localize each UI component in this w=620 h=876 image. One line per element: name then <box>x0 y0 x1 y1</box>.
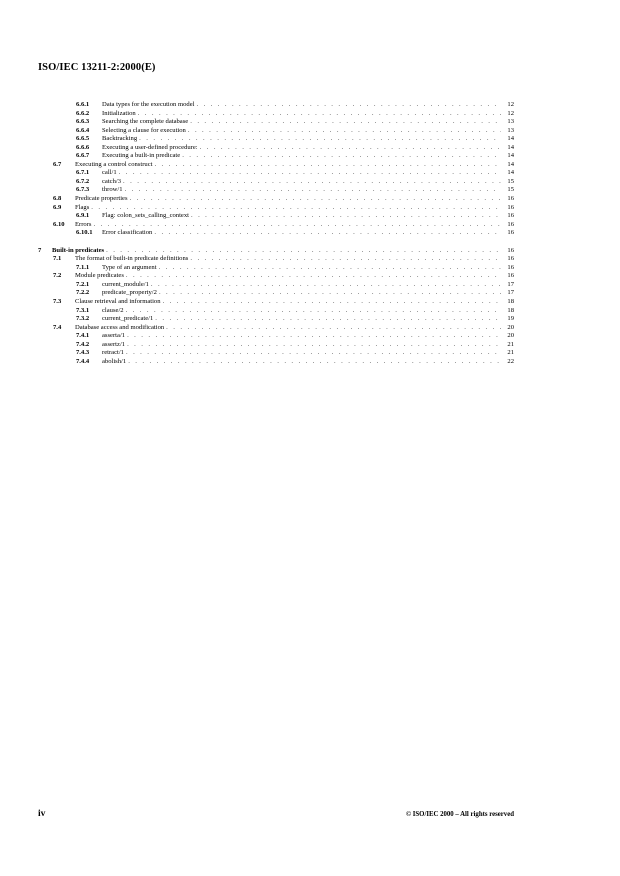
toc-entry-number: 7.2 <box>53 272 62 280</box>
toc-entry-page: 21 <box>507 349 514 357</box>
toc-entry-title: asserta/1 <box>102 332 126 340</box>
toc-dot-leader <box>93 221 501 230</box>
toc-entry-number: 7 <box>38 246 42 254</box>
toc-dot-leader <box>91 204 501 213</box>
toc-dot-leader <box>130 195 501 204</box>
toc-entry-title: current_module/1 <box>102 280 149 288</box>
toc-entry-title: call/1 <box>102 169 117 177</box>
toc-entry-title: Built-in predicates <box>52 246 105 254</box>
toc-entry-number: 7.4.2 <box>76 340 90 348</box>
toc-dot-leader <box>106 247 501 256</box>
toc-entry-page: 16 <box>507 272 514 280</box>
toc-entry[interactable] <box>38 341 514 350</box>
toc-entry[interactable] <box>38 315 514 324</box>
toc-dot-leader <box>126 272 501 281</box>
toc-entry-title: throw/1 <box>102 186 123 194</box>
toc-entry-page: 16 <box>507 203 514 211</box>
toc-entry[interactable] <box>38 186 514 195</box>
toc-entry-title: Type of an argument <box>102 263 157 271</box>
toc-entry-title: Executing a user-defined procedure: <box>102 143 198 151</box>
toc-entry-page: 14 <box>507 143 514 151</box>
toc-entry-page: 14 <box>507 135 514 143</box>
toc-dot-leader <box>127 341 501 350</box>
toc-entry-title: Flags <box>75 203 90 211</box>
toc-entry-title: catch/3 <box>102 177 122 185</box>
toc-entry[interactable] <box>38 298 514 307</box>
toc-dot-leader <box>163 298 501 307</box>
toc-dot-leader <box>123 178 501 187</box>
toc-dot-leader <box>182 152 501 161</box>
toc-entry-number: 6.10 <box>53 220 65 228</box>
table-of-contents <box>38 101 514 366</box>
toc-entry-title: Error classification <box>102 229 153 237</box>
toc-entry-title: Executing a control construct <box>75 160 153 168</box>
toc-dot-leader <box>155 315 501 324</box>
toc-entry[interactable] <box>38 135 514 144</box>
toc-entry[interactable] <box>38 324 514 333</box>
toc-entry-title: Backtracking <box>102 135 138 143</box>
toc-entry-number: 6.7.1 <box>76 169 90 177</box>
toc-dot-leader <box>138 110 501 119</box>
toc-entry-title: Selecting a clause for execution <box>102 126 186 134</box>
toc-dot-leader <box>159 264 501 273</box>
toc-dot-leader <box>188 127 501 136</box>
toc-entry-page: 14 <box>507 160 514 168</box>
toc-dot-leader <box>127 332 501 341</box>
toc-entry-title: Data types for the execution model <box>102 101 195 108</box>
toc-entry[interactable] <box>38 255 514 264</box>
toc-entry-title: Initialization <box>102 109 136 117</box>
toc-entry-page: 15 <box>507 177 514 185</box>
toc-entry-number: 6.6.5 <box>76 135 90 143</box>
toc-entry-page: 13 <box>507 126 514 134</box>
toc-entry[interactable] <box>38 289 514 298</box>
toc-entry[interactable] <box>38 152 514 161</box>
toc-dot-leader <box>166 324 501 333</box>
toc-dot-leader <box>159 289 501 298</box>
toc-entry-title: current_predicate/1 <box>102 315 154 323</box>
toc-entry-number: 6.6.7 <box>76 152 90 160</box>
toc-entry-page: 21 <box>507 340 514 348</box>
toc-entry[interactable] <box>38 127 514 136</box>
toc-entry[interactable] <box>38 358 514 367</box>
toc-entry[interactable] <box>38 272 514 281</box>
toc-entry-title: Clause retrieval and information <box>75 298 161 306</box>
document-header-title: ISO/IEC 13211-2:2000(E) <box>38 62 156 73</box>
toc-entry-title: Executing a built-in predicate <box>102 152 181 160</box>
toc-entry-title: assertz/1 <box>102 340 126 348</box>
copyright-notice: © ISO/IEC 2000 – All rights reserved <box>405 811 514 818</box>
toc-entry[interactable] <box>38 247 514 256</box>
toc-entry-page: 16 <box>507 212 514 220</box>
toc-entry-number: 7.4.3 <box>76 349 90 357</box>
toc-dot-leader <box>128 358 501 367</box>
toc-entry-number: 6.6.6 <box>76 143 90 151</box>
toc-entry-number: 6.6.4 <box>76 126 90 134</box>
toc-entry-title: abolish/1 <box>102 357 127 365</box>
toc-entry[interactable] <box>38 229 514 238</box>
toc-entry[interactable] <box>38 169 514 178</box>
toc-entry-number: 6.7.2 <box>76 177 90 185</box>
toc-entry-number: 7.1.1 <box>76 263 90 271</box>
toc-entry-page: 22 <box>507 357 514 365</box>
toc-dot-leader <box>190 118 501 127</box>
toc-entry[interactable] <box>38 178 514 187</box>
page-footer <box>38 809 514 819</box>
toc-entry-page: 14 <box>507 169 514 177</box>
toc-entry-page: 17 <box>507 289 514 297</box>
toc-entry-page: 15 <box>507 186 514 194</box>
toc-entry-number: 6.10.1 <box>76 229 93 237</box>
toc-entry-page: 16 <box>507 246 514 254</box>
toc-entry[interactable] <box>38 118 514 127</box>
toc-dot-leader <box>154 229 501 238</box>
toc-dot-leader <box>125 186 501 195</box>
toc-entry-number: 7.4.1 <box>76 332 90 340</box>
toc-entry[interactable] <box>38 212 514 221</box>
toc-dot-leader <box>191 212 501 221</box>
toc-entry-page: 16 <box>507 255 514 263</box>
toc-entry-page: 19 <box>507 315 514 323</box>
toc-dot-leader <box>190 255 501 264</box>
toc-entry-number: 7.3.2 <box>76 315 90 323</box>
page-number: iv <box>38 809 46 819</box>
toc-entry-page: 20 <box>507 323 514 331</box>
toc-entry-page: 18 <box>507 298 514 306</box>
toc-dot-leader <box>196 101 501 110</box>
toc-entry-number: 7.4.4 <box>76 357 90 365</box>
toc-entry-page: 14 <box>507 152 514 160</box>
toc-entry-page: 18 <box>507 306 514 314</box>
toc-entry-page: 16 <box>507 263 514 271</box>
toc-entry-title: clause/2 <box>102 306 124 314</box>
toc-entry-page: 16 <box>507 229 514 237</box>
toc-dot-leader <box>126 307 501 316</box>
toc-entry-number: 6.7.3 <box>76 186 90 194</box>
toc-entry-page: 20 <box>507 332 514 340</box>
toc-entry[interactable] <box>38 221 514 230</box>
toc-entry[interactable] <box>38 349 514 358</box>
toc-entry-page: 16 <box>507 220 514 228</box>
toc-entry-number: 6.9.1 <box>76 212 90 220</box>
toc-entry-number: 6.6.2 <box>76 109 90 117</box>
toc-entry-title: Errors <box>75 220 92 228</box>
toc-dot-leader <box>119 169 501 178</box>
toc-entry-title: predicate_property/2 <box>102 289 157 297</box>
toc-entry[interactable] <box>38 195 514 204</box>
toc-entry-title: Predicate properties <box>75 195 128 203</box>
toc-entry[interactable] <box>38 332 514 341</box>
toc-entry-number: 7.2.2 <box>76 289 90 297</box>
toc-entry-title: Searching the complete database <box>102 118 189 126</box>
toc-entry-page: 17 <box>507 280 514 288</box>
toc-entry[interactable] <box>38 264 514 273</box>
toc-entry-number: 6.9 <box>53 203 62 211</box>
toc-entry-page: 13 <box>507 118 514 126</box>
toc-entry-number: 6.7 <box>53 160 62 168</box>
toc-entry-title: Module predicates <box>75 272 124 280</box>
toc-entry[interactable] <box>38 161 514 170</box>
toc-entry-number: 7.4 <box>53 323 62 331</box>
toc-entry-number: 7.2.1 <box>76 280 90 288</box>
toc-entry-title: retract/1 <box>102 349 124 357</box>
toc-entry-number: 6.8 <box>53 195 62 203</box>
toc-entry-page: 12 <box>507 109 514 117</box>
toc-dot-leader <box>200 144 501 153</box>
toc-dot-leader <box>126 349 501 358</box>
toc-entry-number: 7.1 <box>53 255 62 263</box>
toc-entry-number: 7.3.1 <box>76 306 90 314</box>
toc-entry[interactable] <box>38 101 514 110</box>
toc-dot-leader <box>151 281 501 290</box>
toc-dot-leader <box>139 135 501 144</box>
toc-entry-title: Database access and modification <box>75 323 165 331</box>
toc-entry-page: 16 <box>507 195 514 203</box>
toc-entry[interactable] <box>38 110 514 119</box>
toc-dot-leader <box>154 161 501 170</box>
toc-entry-number: 6.6.3 <box>76 118 90 126</box>
toc-section-gap <box>38 238 514 247</box>
toc-entry[interactable] <box>38 307 514 316</box>
toc-entry-number: 7.3 <box>53 298 62 306</box>
toc-entry-page: 12 <box>507 101 514 108</box>
toc-entry[interactable] <box>38 281 514 290</box>
toc-entry[interactable] <box>38 204 514 213</box>
toc-entry-title: Flag: colon_sets_calling_context <box>102 212 189 220</box>
toc-entry-title: The format of built-in predicate definitions <box>75 255 189 263</box>
toc-entry[interactable] <box>38 144 514 153</box>
toc-entry-number: 6.6.1 <box>76 101 90 108</box>
